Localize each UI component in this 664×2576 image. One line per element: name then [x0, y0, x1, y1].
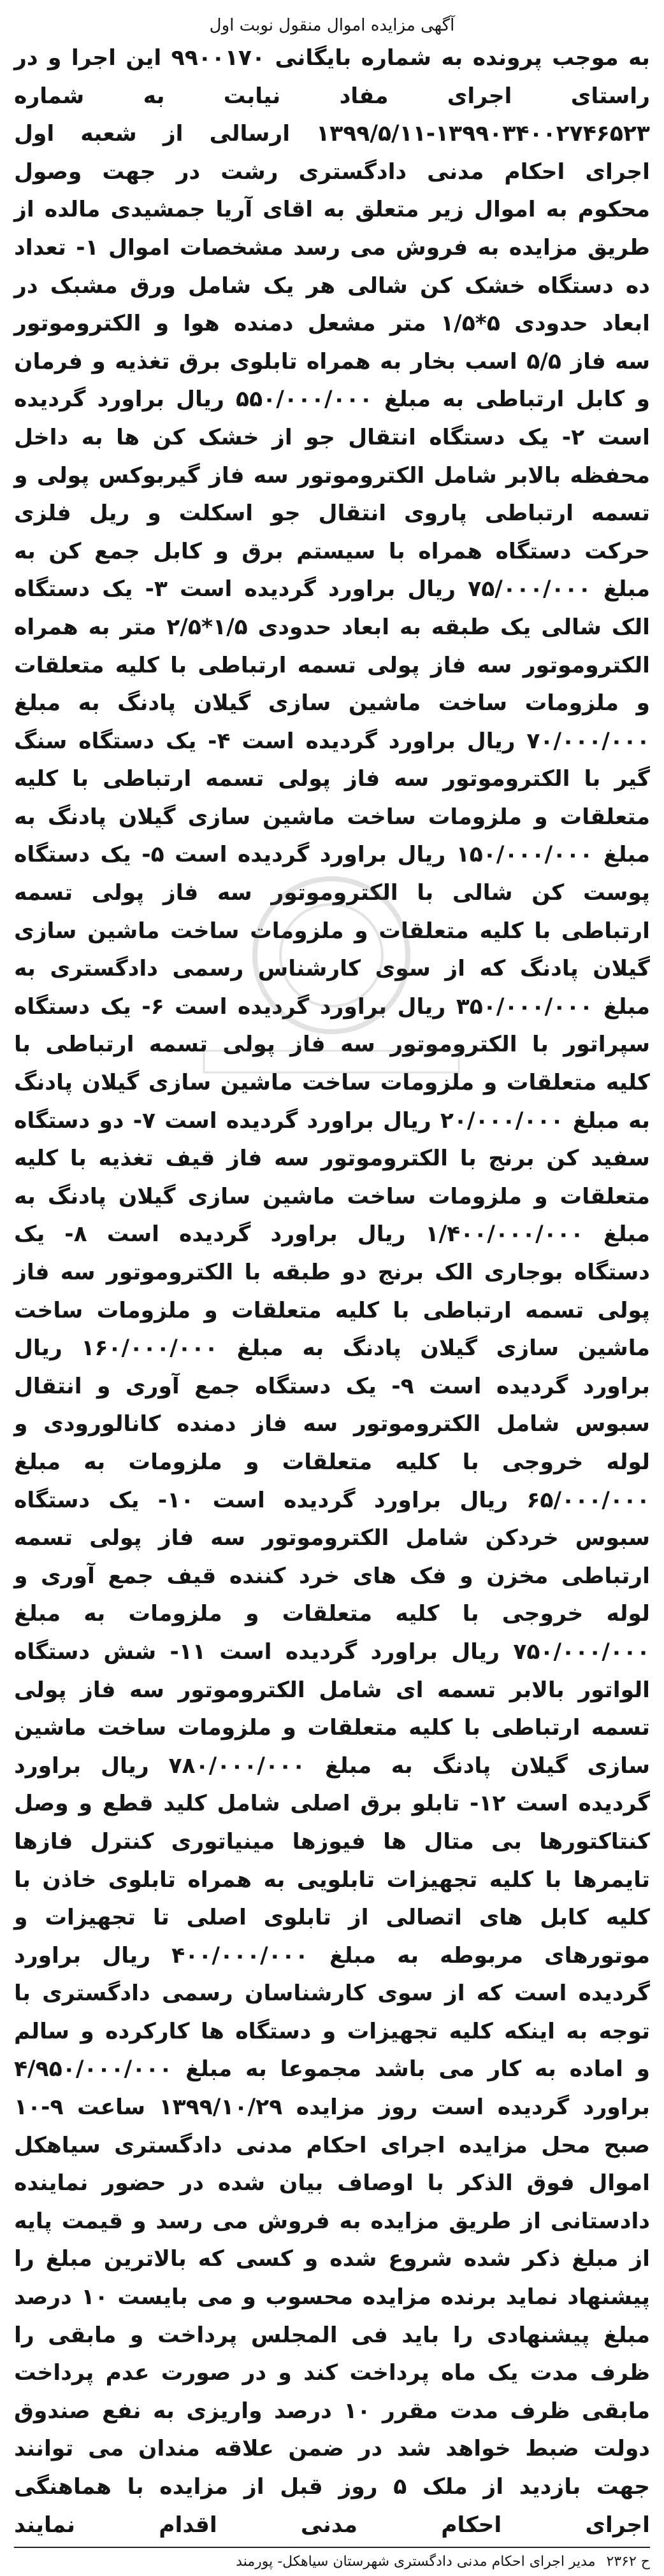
footer-signature: مدیر اجرای احکام مدنی دادگستری شهرستان سیاهکل- پورمند	[236, 2554, 596, 2570]
notice-body-text: به موجب پرونده به شماره بایگانی ۹۹۰۰۱۷۰ این اجرا و در راستای اجرای مفاد نیابت به شماره ۱۳۹۹۰۳۴۰۰۲۷۴۶۵۲۳-۱۳۹۹/۵/۱۱ ارسالی از شعبه اول اجرای احکام مدنی دادگستری رشت در جهت وصول محکوم به اموال زیر متعلق به اقای آریا جمشیدی مالده از طریق مزایده به فروش می رسد مشخصات اموال ۱- تعداد ده دستگاه خشک کن شالی هر یک شامل ورق مشبک در ابعاد حدودی ۵*۱/۵ متر مشعل دمنده هوا و الکتروموتور سه فاز ۵/۵ اسب بخار به همراه تابلوی برق تغذیه و فرمان و کابل ارتباطی به مبلغ ۵۵۰/۰۰۰/۰۰۰ ریال براورد گردیده است ۲- یک دستگاه انتقال جو از خشک کن ها به داخل محفظه بالابر شامل الکتروموتور سه فاز گیربوکس پولی و تسمه ارتباطی پاروی انتقال جو اسکلت و ریل فلزی حرکت دستگاه همراه با سیستم برق و کابل جمع کن به مبلغ ۷۵/۰۰۰/۰۰۰ ریال براورد گردیده است ۳- یک دستگاه الک شالی یک طبقه به ابعاد حدودی ۱/۵*۲/۵ متر به همراه الکتروموتور سه فاز پولی تسمه ارتباطی با کلیه متعلقات و ملزومات ساخت ماشین سازی گیلان پادنگ به مبلغ ۷۰/۰۰۰/۰۰۰ ریال براورد گردیده است ۴- یک دستگاه سنگ گیر با الکتروموتور سه فاز پولی تسمه ارتباطی با کلیه متعلقات و ملزومات ساخت ماشین سازی گیلان پادنگ به مبلغ ۱۵۰/۰۰۰/۰۰۰ ریال براورد گردیده است ۵- یک دستگاه پوست کن شالی با الکتروموتور سه فاز پولی تسمه ارتباطی با کلیه متعلقات و ملزومات ساخت ماشین سازی گیلان پادنگ که از سوی کارشناس رسمی دادگستری به مبلغ ۳۵۰/۰۰۰/۰۰۰ ریال براورد گردیده است ۶- یک دستگاه سپراتور با الکتروموتور سه فاز پولی تسمه ارتباطی با کلیه متعلقات و ملزومات ساخت ماشین سازی گیلان پادنگ به مبلغ ۲۰/۰۰۰/۰۰۰ ریال براورد گردیده است ۷- دو دستگاه سفید کن برنج با الکتروموتور سه فاز قیف تغذیه با کلیه متعلقات و ملزومات ساخت ماشین سازی گیلان پادنگ به مبلغ ۱/۴۰۰/۰۰۰/۰۰۰ ریال براورد گردیده است ۸- یک دستگاه بوجاری الک برنج دو طبقه با الکتروموتور سه فاز پولی تسمه ارتباطی با کلیه متعلقات و ملزومات ساخت ماشین سازی گیلان پادنگ به مبلغ ۱۶۰/۰۰۰/۰۰۰ ریال براورد گردیده است ۹- یک دستگاه جمع آوری و انتقال سبوس شامل الکتروموتور سه فاز دمنده کانالورودی و لوله خروجی با کلیه متعلقات و ملزومات به مبلغ ۶۵/۰۰۰/۰۰۰ ریال براورد گردیده است ۱۰- یک دستگاه سبوس خردکن شامل الکتروموتور سه فاز پولی تسمه ارتباطی مخزن و فک های خرد کننده قیف جمع آوری و لوله خروجی با کلیه متعلقات و ملزومات به مبلغ ۷۵۰/۰۰۰/۰۰۰ ریال براورد گردیده است ۱۱- شش دستگاه الواتور بالابر تسمه ای شامل الکتروموتور سه فاز پولی تسمه ارتباطی با کلیه متعلقات و ملزومات ساخت ماشین سازی گیلان پادنگ به مبلغ ۷۸۰/۰۰۰/۰۰۰ ریال براورد گردیده است ۱۲- تابلو برق اصلی شامل کلید قطع و وصل کنتاکتورها بی متال ها فیوزها مینیاتوری کنترل فازها تایمرها با کلیه تجهیزات تابلویی به همراه تابلوی خاذن با کلیه کابل های اتصالی از تابلوی اصلی تا تجهیزات و موتورهای مربوطه به مبلغ ۴۰۰/۰۰۰/۰۰۰ ریال براورد گردیده است که از سوی کارشناسان رسمی دادگستری با توجه به اینکه کلیه تجهیزات و دستگاه ها کارکرده و سالم و اماده به کار می باشد مجموعا به مبلغ ۴/۹۵۰/۰۰۰/۰۰۰ براورد گردیده است روز مزایده ۱۳۹۹/۱۰/۲۹ ساعت ۹-۱۰ صبح محل مزایده اجرای احکام مدنی دادگستری سیاهکل اموال فوق الذکر با اوصاف بیان شده در حضور نماینده دادستانی از طریق مزایده به فروش می رسد و قیمت پایه از مبلغ ذکر شده شروع شده و کسی که بالاترین مبلغ را پیشنهاد نماید برنده مزایده محسوب و می بایست ۱۰ درصد مبلغ پیشنهادی را باید فی المجلس پرداخت و مابقی را ظرف مدت یک ماه پرداخت کند و در صورت عدم پرداخت مابقی ظرف مدت مقرر ۱۰ درصد واریزی به نفع صندوق دولت ضبط خواهد شد در ضمن علاقه مندان می توانند جهت بازدید از ملک ۵ روز قبل از مزایده با هماهنگی اجرای احکام مدنی اقدام نمایند	[14, 45, 651, 2538]
notice-body	[14, 39, 650, 2544]
notice-title: آگهی مزایده اموال منقول نوبت اول	[209, 16, 455, 35]
footer-code: ح ۲۳۶۲	[606, 2554, 650, 2570]
notice-footer	[14, 2547, 650, 2576]
